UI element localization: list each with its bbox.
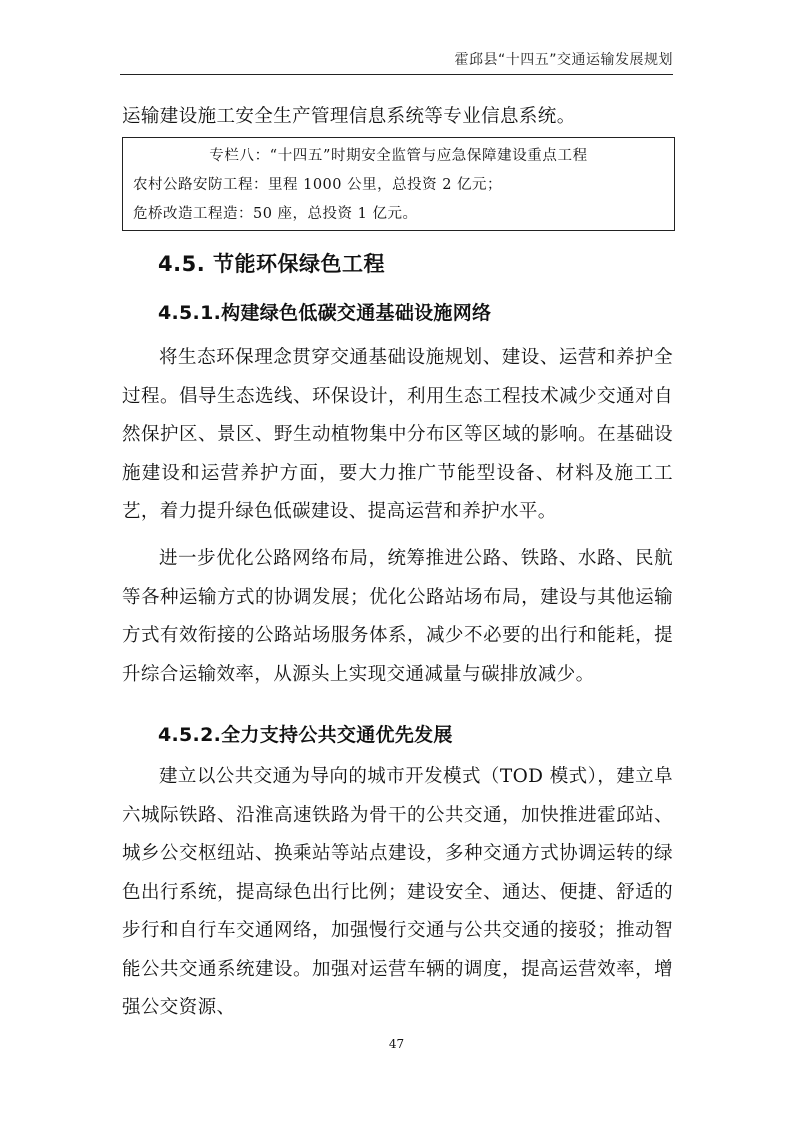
special-column-box (122, 137, 675, 231)
subsection-heading-4-5-2: 4.5.2.全力支持公共交通优先发展 (158, 724, 453, 746)
box-line-bridge: 危桥改造工程造：50 座，总投资 1 亿元。 (133, 206, 418, 222)
paragraph-network-layout: 进一步优化公路网络布局，统筹推进公路、铁路、水路、民航等各种运输方式的协调发展；优化公路站场布局，建设与其他运输方式有效衔接的公路站场服务体系，减少不必要的出行和能耗，提升综合运输效率，从源头上实现交通减量与碳排放减少。 (122, 548, 673, 685)
box-title: 专栏八：“十四五”时期安全监管与应急保障建设重点工程 (209, 148, 588, 164)
paragraph-eco-concept: 将生态环保理念贯穿交通基础设施规划、建设、运营和养护全过程。倡导生态选线、环保设计，利用生态工程技术减少交通对自然保护区、景区、野生动植物集中分布区等区域的影响。在基础设施建设和运营养护方面，要大力推广节能型设备、材料及施工工艺，着力提升绿色低碳建设、提高运营和养护水平。 (122, 347, 673, 522)
page-header (120, 0, 673, 75)
header-title: 霍邱县“十四五”交通运输发展规划 (454, 52, 673, 68)
page-number: 47 (388, 1037, 405, 1051)
intro-line: 运输建设施工安全生产管理信息系统等专业信息系统。 (122, 106, 576, 127)
subsection-heading-4-5-1: 4.5.1.构建绿色低碳交通基础设施网络 (158, 302, 492, 324)
paragraph-public-transit: 建立以公共交通为导向的城市开发模式（TOD 模式），建立阜六城际铁路、沿淮高速铁路为骨干的公共交通，加快推进霍邱站、城乡公交枢纽站、换乘站等站点建设，多种交通方式协调运转的绿色出行系统，提高绿色出行比例；建设安全、通达、便捷、舒适的步行和自行车交通网络，加强慢行交通与公共交通的接驳；推动智能公共交通系统建设。加强对运营车辆的调度，提高运营效率，增强公交资源、 (122, 766, 673, 1018)
section-heading: 4.5. 节能环保绿色工程 (158, 252, 385, 276)
box-line-rural-road: 农村公路安防工程：里程 1000 公里，总投资 2 亿元； (133, 177, 503, 193)
